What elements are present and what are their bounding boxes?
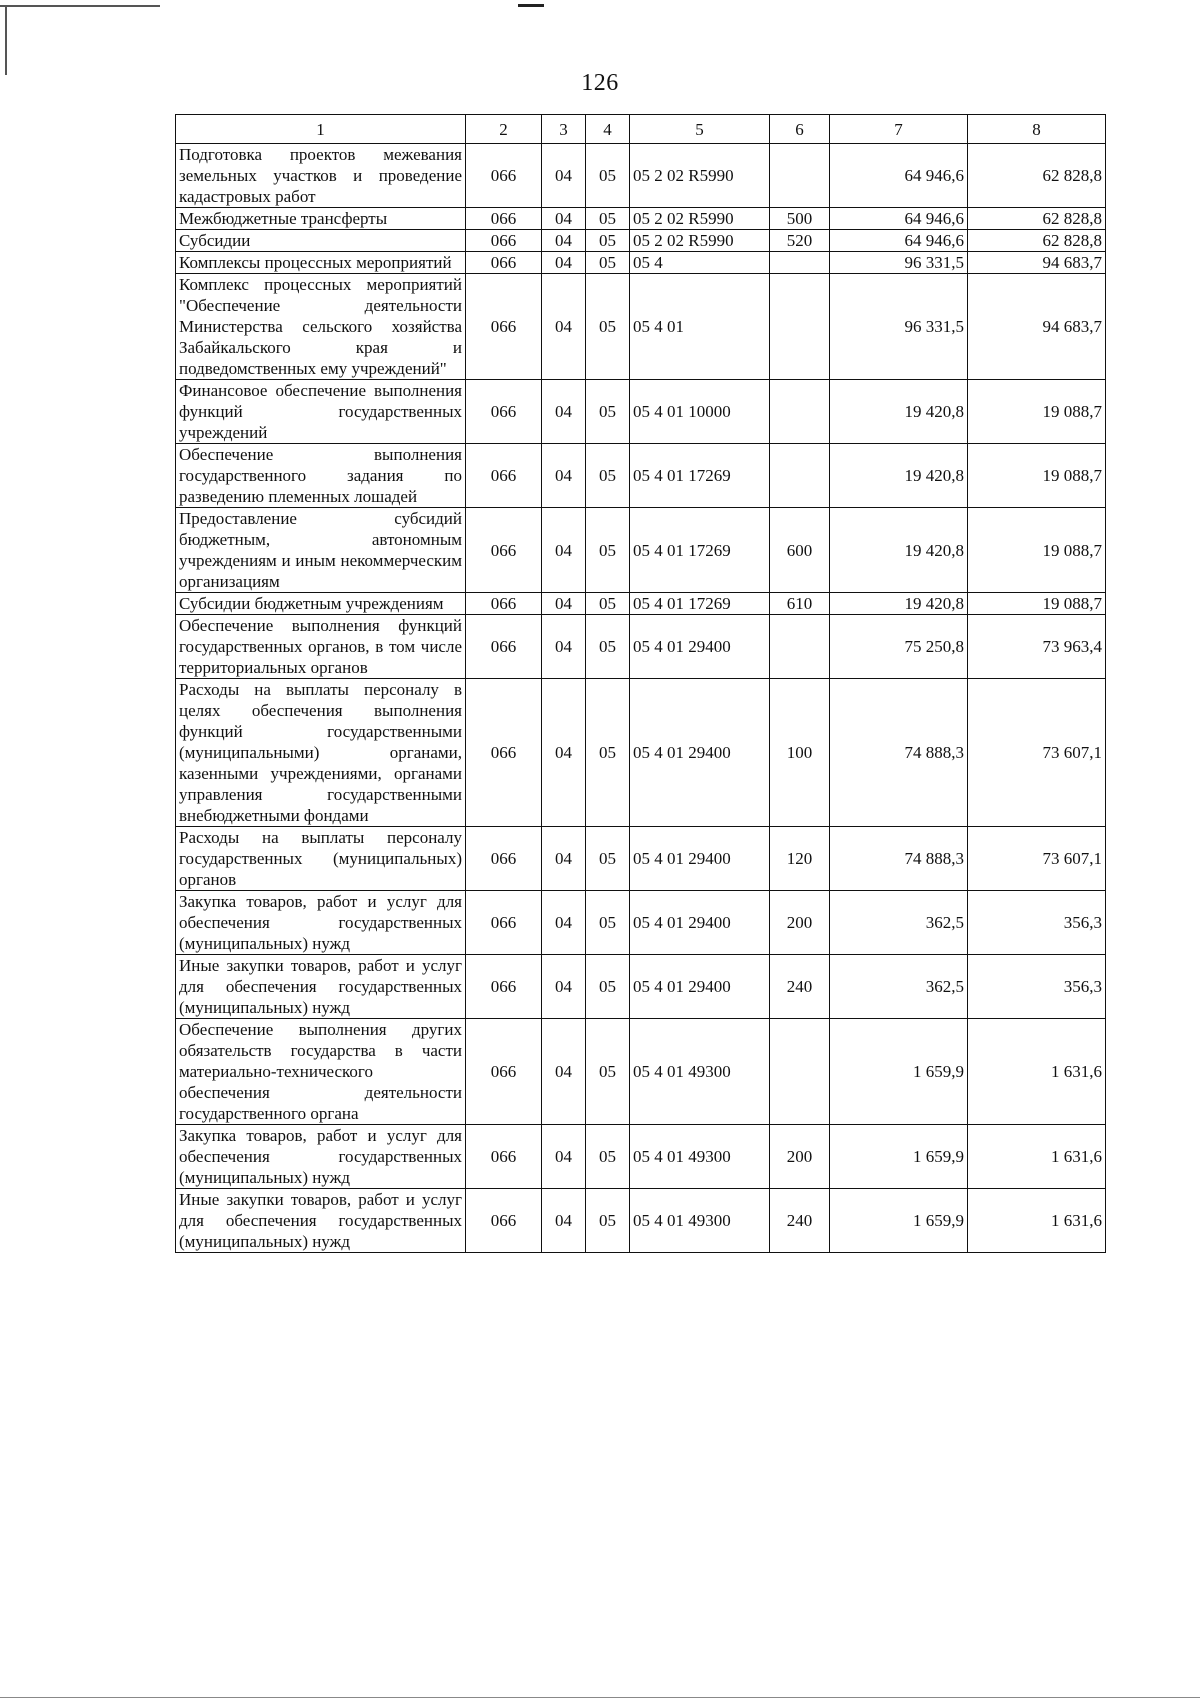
subsection-code-cell: 05 bbox=[586, 615, 630, 679]
amount-year2-cell: 1 631,6 bbox=[968, 1125, 1106, 1189]
department-code-cell: 066 bbox=[466, 508, 542, 593]
table-row bbox=[176, 1125, 1106, 1189]
header-cell: 6 bbox=[770, 115, 830, 144]
table-row bbox=[176, 274, 1106, 380]
expense-name-cell: Обеспечение выполнения функций государственных органов, в том числе территориальных органов bbox=[176, 615, 466, 679]
target-article-cell: 05 4 01 17269 bbox=[630, 508, 770, 593]
department-code-cell: 066 bbox=[466, 593, 542, 615]
expense-type-cell bbox=[770, 380, 830, 444]
table-row bbox=[176, 679, 1106, 827]
table-row bbox=[176, 827, 1106, 891]
amount-year1-cell: 1 659,9 bbox=[830, 1125, 968, 1189]
amount-year2-cell: 73 963,4 bbox=[968, 615, 1106, 679]
section-code-cell: 04 bbox=[542, 955, 586, 1019]
subsection-code-cell: 05 bbox=[586, 891, 630, 955]
table-row bbox=[176, 1019, 1106, 1125]
amount-year1-cell: 19 420,8 bbox=[830, 508, 968, 593]
amount-year1-cell: 19 420,8 bbox=[830, 380, 968, 444]
table-row bbox=[176, 891, 1106, 955]
department-code-cell: 066 bbox=[466, 230, 542, 252]
expense-name-cell: Комплекс процессных мероприятий "Обеспечение деятельности Министерства сельского хозяйства Забайкальского края и подведомственных ему учреждений" bbox=[176, 274, 466, 380]
header-cell: 4 bbox=[586, 115, 630, 144]
expense-name-cell: Субсидии bbox=[176, 230, 466, 252]
expense-type-cell: 520 bbox=[770, 230, 830, 252]
amount-year1-cell: 1 659,9 bbox=[830, 1019, 968, 1125]
expense-type-cell: 600 bbox=[770, 508, 830, 593]
expense-type-cell bbox=[770, 1019, 830, 1125]
section-code-cell: 04 bbox=[542, 891, 586, 955]
table-row bbox=[176, 615, 1106, 679]
expense-name-cell: Расходы на выплаты персоналу государственных (муниципальных) органов bbox=[176, 827, 466, 891]
target-article-cell: 05 4 01 17269 bbox=[630, 444, 770, 508]
target-article-cell: 05 4 01 49300 bbox=[630, 1019, 770, 1125]
expense-type-cell bbox=[770, 444, 830, 508]
amount-year2-cell: 19 088,7 bbox=[968, 444, 1106, 508]
department-code-cell: 066 bbox=[466, 679, 542, 827]
table-row bbox=[176, 444, 1106, 508]
subsection-code-cell: 05 bbox=[586, 230, 630, 252]
expense-name-cell: Иные закупки товаров, работ и услуг для обеспечения государственных (муниципальных) нужд bbox=[176, 1189, 466, 1253]
target-article-cell: 05 4 bbox=[630, 252, 770, 274]
expense-type-cell: 610 bbox=[770, 593, 830, 615]
section-code-cell: 04 bbox=[542, 208, 586, 230]
expense-name-cell: Финансовое обеспечение выполнения функций государственных учреждений bbox=[176, 380, 466, 444]
department-code-cell: 066 bbox=[466, 252, 542, 274]
expense-name-cell: Расходы на выплаты персоналу в целях обеспечения выполнения функций государственными (муниципальными) органами, казенными учреждениями, органами управления государственными внебюджетными фондами bbox=[176, 679, 466, 827]
expense-type-cell bbox=[770, 274, 830, 380]
expense-name-cell: Обеспечение выполнения государственного задания по разведению племенных лошадей bbox=[176, 444, 466, 508]
scan-edge-line-bottom bbox=[0, 1697, 1200, 1698]
department-code-cell: 066 bbox=[466, 955, 542, 1019]
subsection-code-cell: 05 bbox=[586, 1189, 630, 1253]
section-code-cell: 04 bbox=[542, 230, 586, 252]
header-cell: 1 bbox=[176, 115, 466, 144]
subsection-code-cell: 05 bbox=[586, 274, 630, 380]
budget-table bbox=[175, 114, 1106, 1253]
amount-year1-cell: 19 420,8 bbox=[830, 593, 968, 615]
amount-year2-cell: 73 607,1 bbox=[968, 827, 1106, 891]
table-row bbox=[176, 208, 1106, 230]
target-article-cell: 05 4 01 29400 bbox=[630, 679, 770, 827]
target-article-cell: 05 4 01 29400 bbox=[630, 891, 770, 955]
amount-year1-cell: 19 420,8 bbox=[830, 444, 968, 508]
department-code-cell: 066 bbox=[466, 208, 542, 230]
section-code-cell: 04 bbox=[542, 252, 586, 274]
subsection-code-cell: 05 bbox=[586, 444, 630, 508]
expense-name-cell: Субсидии бюджетным учреждениям bbox=[176, 593, 466, 615]
department-code-cell: 066 bbox=[466, 827, 542, 891]
expense-type-cell: 500 bbox=[770, 208, 830, 230]
target-article-cell: 05 4 01 10000 bbox=[630, 380, 770, 444]
expense-type-cell bbox=[770, 144, 830, 208]
amount-year2-cell: 356,3 bbox=[968, 955, 1106, 1019]
header-cell: 8 bbox=[968, 115, 1106, 144]
amount-year1-cell: 75 250,8 bbox=[830, 615, 968, 679]
target-article-cell: 05 2 02 R5990 bbox=[630, 208, 770, 230]
expense-name-cell: Подготовка проектов межевания земельных участков и проведение кадастровых работ bbox=[176, 144, 466, 208]
amount-year2-cell: 1 631,6 bbox=[968, 1019, 1106, 1125]
table-row bbox=[176, 593, 1106, 615]
section-code-cell: 04 bbox=[542, 827, 586, 891]
table-row bbox=[176, 230, 1106, 252]
department-code-cell: 066 bbox=[466, 144, 542, 208]
expense-name-cell: Закупка товаров, работ и услуг для обеспечения государственных (муниципальных) нужд bbox=[176, 891, 466, 955]
expense-type-cell: 200 bbox=[770, 1125, 830, 1189]
subsection-code-cell: 05 bbox=[586, 508, 630, 593]
section-code-cell: 04 bbox=[542, 144, 586, 208]
section-code-cell: 04 bbox=[542, 1125, 586, 1189]
header-cell: 2 bbox=[466, 115, 542, 144]
expense-name-cell: Межбюджетные трансферты bbox=[176, 208, 466, 230]
subsection-code-cell: 05 bbox=[586, 679, 630, 827]
department-code-cell: 066 bbox=[466, 1189, 542, 1253]
expense-name-cell: Закупка товаров, работ и услуг для обеспечения государственных (муниципальных) нужд bbox=[176, 1125, 466, 1189]
expense-type-cell bbox=[770, 252, 830, 274]
amount-year1-cell: 64 946,6 bbox=[830, 208, 968, 230]
expense-type-cell: 200 bbox=[770, 891, 830, 955]
amount-year2-cell: 1 631,6 bbox=[968, 1189, 1106, 1253]
subsection-code-cell: 05 bbox=[586, 252, 630, 274]
table-row bbox=[176, 955, 1106, 1019]
amount-year1-cell: 362,5 bbox=[830, 955, 968, 1019]
amount-year2-cell: 19 088,7 bbox=[968, 508, 1106, 593]
subsection-code-cell: 05 bbox=[586, 1019, 630, 1125]
scan-edge-line-top bbox=[0, 5, 160, 7]
scan-edge-line-left bbox=[5, 5, 7, 75]
header-cell: 7 bbox=[830, 115, 968, 144]
department-code-cell: 066 bbox=[466, 380, 542, 444]
amount-year2-cell: 19 088,7 bbox=[968, 380, 1106, 444]
table-row bbox=[176, 252, 1106, 274]
target-article-cell: 05 4 01 bbox=[630, 274, 770, 380]
expense-type-cell: 100 bbox=[770, 679, 830, 827]
amount-year2-cell: 62 828,8 bbox=[968, 230, 1106, 252]
subsection-code-cell: 05 bbox=[586, 208, 630, 230]
section-code-cell: 04 bbox=[542, 1019, 586, 1125]
amount-year1-cell: 64 946,6 bbox=[830, 144, 968, 208]
amount-year2-cell: 19 088,7 bbox=[968, 593, 1106, 615]
header-cell: 5 bbox=[630, 115, 770, 144]
page-number: 126 bbox=[581, 70, 619, 96]
amount-year1-cell: 96 331,5 bbox=[830, 274, 968, 380]
section-code-cell: 04 bbox=[542, 593, 586, 615]
amount-year2-cell: 94 683,7 bbox=[968, 252, 1106, 274]
section-code-cell: 04 bbox=[542, 1189, 586, 1253]
subsection-code-cell: 05 bbox=[586, 955, 630, 1019]
subsection-code-cell: 05 bbox=[586, 1125, 630, 1189]
amount-year1-cell: 362,5 bbox=[830, 891, 968, 955]
amount-year2-cell: 356,3 bbox=[968, 891, 1106, 955]
department-code-cell: 066 bbox=[466, 891, 542, 955]
amount-year1-cell: 1 659,9 bbox=[830, 1189, 968, 1253]
department-code-cell: 066 bbox=[466, 274, 542, 380]
subsection-code-cell: 05 bbox=[586, 593, 630, 615]
department-code-cell: 066 bbox=[466, 615, 542, 679]
expense-type-cell bbox=[770, 615, 830, 679]
expense-type-cell: 240 bbox=[770, 1189, 830, 1253]
section-code-cell: 04 bbox=[542, 679, 586, 827]
amount-year1-cell: 64 946,6 bbox=[830, 230, 968, 252]
amount-year2-cell: 73 607,1 bbox=[968, 679, 1106, 827]
table-header-row bbox=[176, 115, 1106, 144]
subsection-code-cell: 05 bbox=[586, 380, 630, 444]
table-row bbox=[176, 144, 1106, 208]
target-article-cell: 05 4 01 29400 bbox=[630, 615, 770, 679]
target-article-cell: 05 4 01 29400 bbox=[630, 955, 770, 1019]
expense-name-cell: Обеспечение выполнения других обязательств государства в части материально-технического обеспечения деятельности государственного органа bbox=[176, 1019, 466, 1125]
section-code-cell: 04 bbox=[542, 615, 586, 679]
target-article-cell: 05 4 01 49300 bbox=[630, 1189, 770, 1253]
target-article-cell: 05 4 01 29400 bbox=[630, 827, 770, 891]
amount-year2-cell: 62 828,8 bbox=[968, 208, 1106, 230]
scan-mark-top bbox=[518, 4, 544, 7]
expense-name-cell: Комплексы процессных мероприятий bbox=[176, 252, 466, 274]
section-code-cell: 04 bbox=[542, 380, 586, 444]
amount-year2-cell: 62 828,8 bbox=[968, 144, 1106, 208]
department-code-cell: 066 bbox=[466, 444, 542, 508]
table-row bbox=[176, 508, 1106, 593]
amount-year1-cell: 96 331,5 bbox=[830, 252, 968, 274]
amount-year1-cell: 74 888,3 bbox=[830, 679, 968, 827]
table-row bbox=[176, 1189, 1106, 1253]
header-cell: 3 bbox=[542, 115, 586, 144]
expense-type-cell: 240 bbox=[770, 955, 830, 1019]
expense-type-cell: 120 bbox=[770, 827, 830, 891]
subsection-code-cell: 05 bbox=[586, 144, 630, 208]
department-code-cell: 066 bbox=[466, 1019, 542, 1125]
section-code-cell: 04 bbox=[542, 274, 586, 380]
section-code-cell: 04 bbox=[542, 444, 586, 508]
department-code-cell: 066 bbox=[466, 1125, 542, 1189]
section-code-cell: 04 bbox=[542, 508, 586, 593]
table-row bbox=[176, 380, 1106, 444]
target-article-cell: 05 4 01 17269 bbox=[630, 593, 770, 615]
target-article-cell: 05 4 01 49300 bbox=[630, 1125, 770, 1189]
target-article-cell: 05 2 02 R5990 bbox=[630, 144, 770, 208]
amount-year2-cell: 94 683,7 bbox=[968, 274, 1106, 380]
subsection-code-cell: 05 bbox=[586, 827, 630, 891]
amount-year1-cell: 74 888,3 bbox=[830, 827, 968, 891]
expense-name-cell: Предоставление субсидий бюджетным, автономным учреждениям и иным некоммерческим организациям bbox=[176, 508, 466, 593]
expense-name-cell: Иные закупки товаров, работ и услуг для обеспечения государственных (муниципальных) нужд bbox=[176, 955, 466, 1019]
target-article-cell: 05 2 02 R5990 bbox=[630, 230, 770, 252]
